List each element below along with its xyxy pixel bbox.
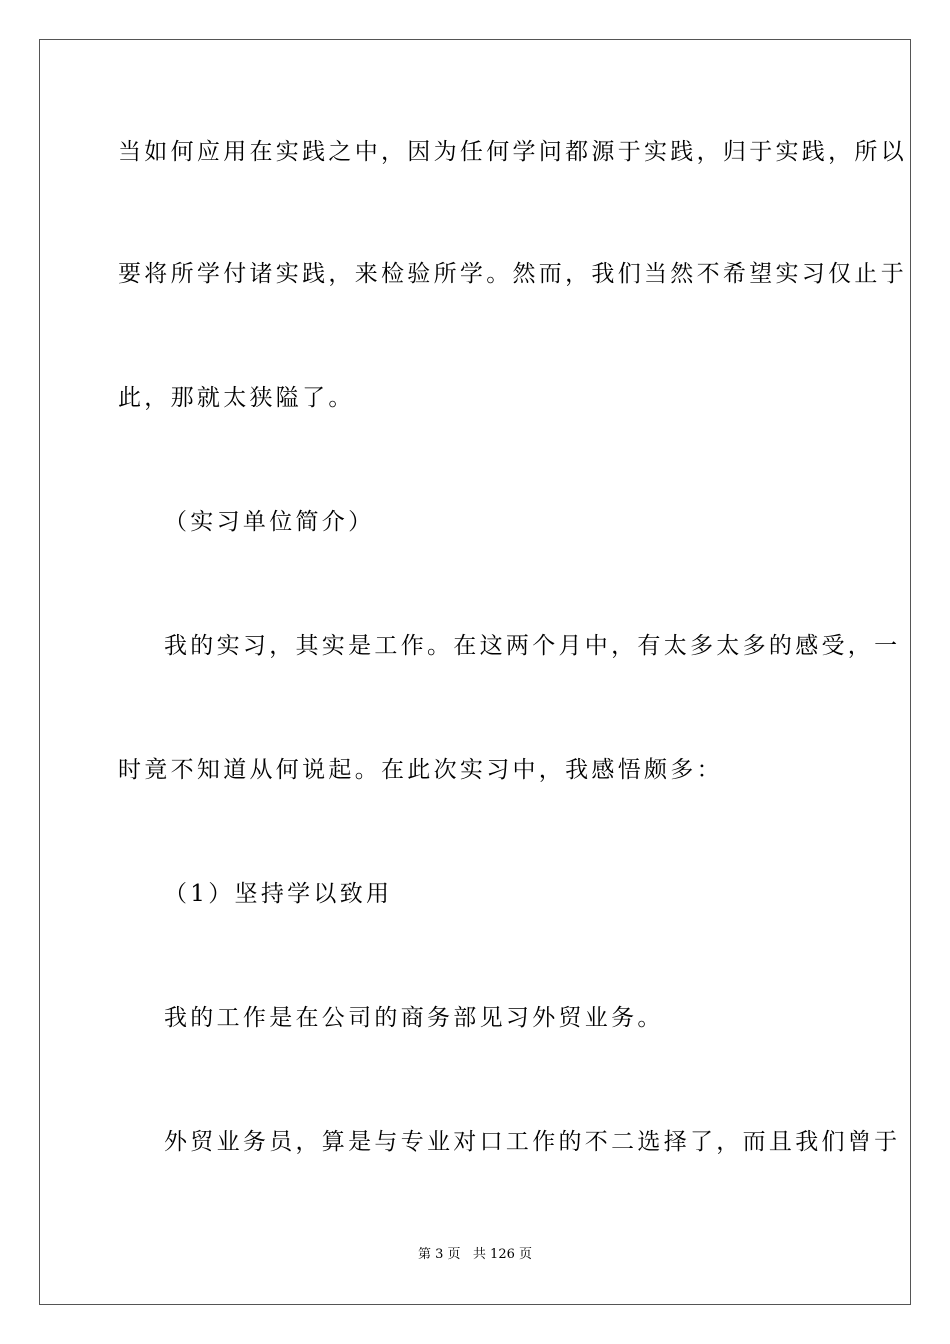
paragraph-line: 当如何应用在实践之中，因为任何学问都源于实践，归于实践，所以: [118, 139, 907, 165]
section-heading: （实习单位简介）: [164, 509, 375, 535]
paragraph-line: 外贸业务员，算是与专业对口工作的不二选择了，而且我们曾于: [164, 1129, 901, 1155]
paragraph-line: 我的实习，其实是工作。在这两个月中，有太多太多的感受，一: [164, 633, 901, 659]
page-border: [39, 39, 911, 1305]
subheading: （1）坚持学以致用: [164, 881, 393, 907]
paragraph-line: 我的工作是在公司的商务部见习外贸业务。: [164, 1005, 664, 1031]
paragraph-line: 时竟不知道从何说起。在此次实习中，我感悟颇多：: [118, 757, 723, 783]
page-number-footer: 第 3 页 共 126 页: [417, 1247, 532, 1262]
paragraph-line: 要将所学付诸实践，来检验所学。然而，我们当然不希望实习仅止于: [118, 261, 907, 287]
paragraph-line: 此，那就太狭隘了。: [118, 385, 355, 411]
